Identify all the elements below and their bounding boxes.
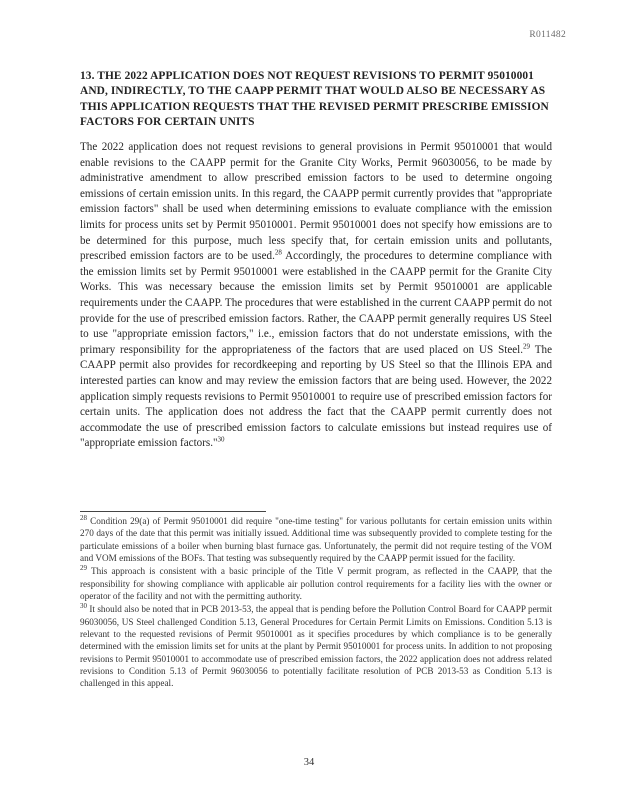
footnote-number: 28 — [80, 513, 87, 522]
paragraph-part-2: Accordingly, the procedures to determine compliance with the emission limits set by Permit 95010001 were established in the CAAPP permit for the Granite City Works. This was necessary because the emission limits set by Permit 95010001 are applicable requirements under the CAAPP. The procedures that were established in the current CAAPP permit do not provide for the use of prescribed emission factors. Rather, the CAAPP permit generally requires US Steel to use "appropriate emission factors," i.e., emission factors that do not understate emissions, with the primary responsibility for the appropriateness of the factors that are used placed on US Steel. — [80, 250, 552, 356]
footnote-text: Condition 29(a) of Permit 95010001 did require "one-time testing" for various pollutants for certain emission units within 270 days of the date that this permit was initially issued. Additional time was subsequently provided to complete testing for the particulate emissions of a boiler when burning blast furnace gas. Unfortunately, the permit did not require testing of the VOM and VOM emissions of the BOFs. That testing was subsequently required by the CAAPP permit issued for the facility. — [80, 516, 553, 564]
footnote-30 — [80, 603, 552, 689]
paragraph-part-3: The CAAPP permit also provides for recordkeeping and reporting by US Steel so that the Illinois EPA and interested parties can know and may review the emission factors that are being used. However, the 2022 application simply requests revisions to Permit 95010001 to require use of prescribed emission factors for certain units. The application does not address the fact that the CAAPP permit currently does not accommodate the use of prescribed emission factors to calculate emissions but instead requires use of "appropriate emission factors." — [80, 343, 552, 450]
footnote-number: 30 — [80, 602, 87, 611]
footnote-number: 29 — [80, 564, 87, 573]
bates-number: R011482 — [529, 30, 566, 40]
paragraph-part-1: The 2022 application does not request revisions to general provisions in Permit 95010001 that would enable revisions to the CAAPP permit for the Granite City Works, Permit 96030056, to be made by administrative amendment to allow prescribed emission factors to be used to determine ongoing emissions of certain emission units. In this regard, the CAAPP permit currently provides that "appropriate emission factors" shall be used when determining emissions to evaluate compliance with the emission limits for process units set by Permit 95010001. Permit 95010001 does not specify how emissions are to be determined for this purpose, much less specify that, for certain emission units and pollutants, prescribed emission factors are to be used. — [80, 141, 552, 263]
footnote-text: It should also be noted that in PCB 2013-53, the appeal that is pending before the Pollution Control Board for CAAPP permit 96030056, US Steel challenged Condition 5.13, General Procedures for Certain Permit Limits on Emissions. Condition 5.13 is relevant to the requested revisions of Permit 95010001 as it specifies procedures by which compliance is to be generally determined with the emission limits set for units at the plant by Permit 95010001 for process units. In addition to not proposing revisions to Permit 95010001 to accommodate use of prescribed emission factors, the 2022 application does not address related revisions to Condition 5.13 of Permit 96030056 to potentially facilitate resolution of PCB 2013-53 as Condition 5.13 is challenged in this appeal. — [80, 604, 552, 689]
footnote-28 — [80, 515, 552, 564]
page-number: 34 — [303, 757, 315, 768]
footnote-29 — [80, 565, 552, 602]
body-paragraph — [80, 140, 552, 452]
footnote-ref-29[interactable]: 29 — [523, 342, 531, 351]
footnote-ref-30[interactable]: 30 — [217, 435, 225, 444]
footnotes — [80, 515, 552, 691]
footnote-ref-28[interactable]: 28 — [274, 248, 282, 257]
footnote-separator — [80, 511, 266, 512]
section-heading: 13. THE 2022 APPLICATION DOES NOT REQUEST REVISIONS TO PERMIT 95010001 AND, INDIRECTLY, TO THE CAAPP PERMIT THAT WOULD ALSO BE NECESSARY AS THIS APPLICATION REQUESTS THAT THE REVISED PERMIT PRESCRIBE EMISSION FACTORS FOR CERTAIN UNITS — [80, 70, 549, 129]
footnote-text: This approach is consistent with a basic principle of the Title V permit program, as reflected in the CAAPP, that the responsibility for showing compliance with applicable air pollution control requirements for a facility lies with the owner or operator of the facility and not with the permitting authority. — [80, 566, 553, 602]
